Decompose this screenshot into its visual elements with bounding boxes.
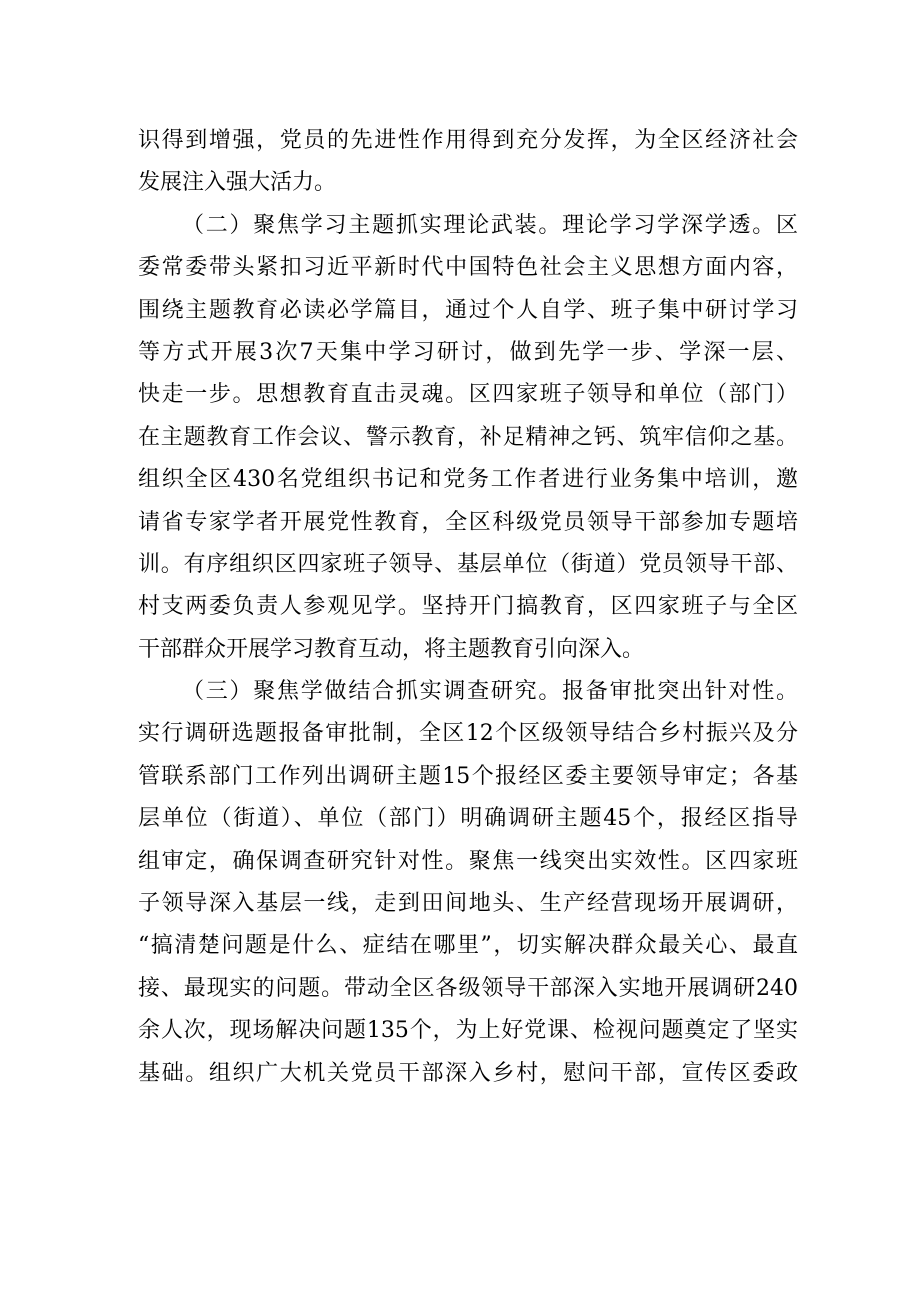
text-line: 实行调研选题报备审批制，全区12个区级领导结合乡村振兴及分 [138,721,798,747]
text-line: 管联系部门工作列出调研主题15个报经区委主要领导审定；各基 [138,763,798,789]
text-line: 子领导深入基层一线，走到田间地头、生产经营现场开展调研， [138,891,798,917]
text-line: 在主题教育工作会议、警示教育，补足精神之钙、筑牢信仰之基。 [138,424,798,450]
text-line: 请省专家学者开展党性教育，全区科级党员领导干部参加专题培 [138,509,798,535]
text-line: 组审定，确保调查研究针对性。聚焦一线突出实效性。区四家班 [138,848,798,874]
text-line: 委常委带头紧扣习近平新时代中国特色社会主义思想方面内容， [138,255,798,281]
document-body [138,120,798,1095]
text-line: 发展注入强大活力。 [138,170,337,196]
text-line: （二）聚焦学习主题抓实理论武装。理论学习学深学透。区 [182,212,798,238]
paragraph-theory-study [138,205,798,671]
text-line: （三）聚焦学做结合抓实调查研究。报备审批突出针对性。 [182,679,798,705]
text-line: 快走一步。思想教育直击灵魂。区四家班子领导和单位（部门） [138,382,798,408]
text-line: 余人次，现场解决问题135个，为上好党课、检视问题奠定了坚实 [138,1018,798,1044]
text-line: 识得到增强，党员的先进性作用得到充分发挥，为全区经济社会 [138,128,798,153]
text-line: 村支两委负责人参观见学。坚持开门搞教育，区四家班子与全区 [138,594,798,620]
text-line: 基础。组织广大机关党员干部深入乡村，慰问干部，宣传区委政 [138,1060,798,1086]
text-line: 组织全区430名党组织书记和党务工作者进行业务集中培训，邀 [138,467,798,493]
text-line: 围绕主题教育必读必学篇目，通过个人自学、班子集中研讨学习 [138,297,798,323]
text-line: 训。有序组织区四家班子领导、基层单位（街道）党员领导干部、 [138,551,798,577]
text-line: 接、最现实的问题。带动全区各级领导干部深入实地开展调研240 [138,975,798,1001]
text-line: 等方式开展3次7天集中学习研讨，做到先学一步、学深一层、 [138,339,798,365]
text-line: 层单位（街道）、单位（部门）明确调研主题45个，报经区指导 [138,806,798,832]
paragraph-continuation [138,120,798,205]
text-line: “搞清楚问题是什么、症结在哪里”，切实解决群众最关心、最直 [138,933,798,959]
text-line: 干部群众开展学习教育互动，将主题教育引向深入。 [138,636,645,662]
paragraph-research [138,671,798,1095]
